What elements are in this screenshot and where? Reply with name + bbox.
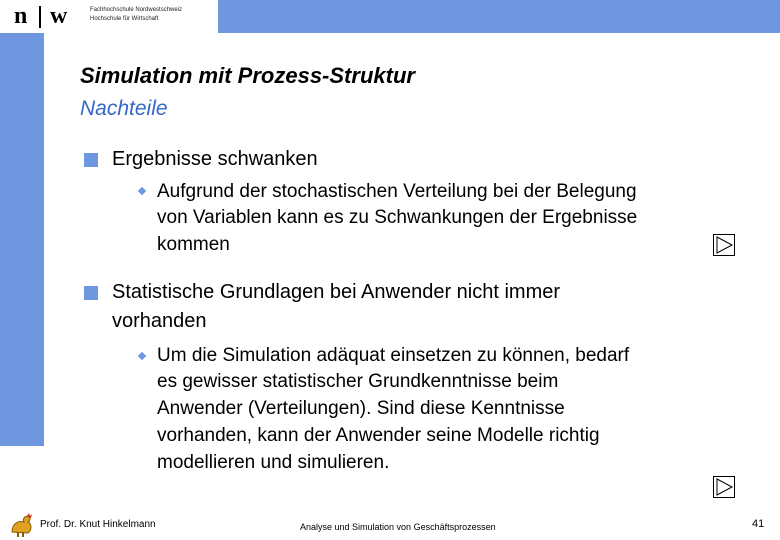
page-number: 41 xyxy=(752,518,765,530)
footer-course: Analyse und Simulation von Geschäftsprozessen xyxy=(300,522,496,532)
logo-letter-w: w xyxy=(50,3,68,29)
play-button[interactable] xyxy=(713,476,735,498)
play-button[interactable] xyxy=(713,234,735,256)
bullet-2-sub-line-4: vorhanden, kann der Anwender seine Modelle richtig xyxy=(157,425,600,446)
bullet-1-sub-line-1: Aufgrund der stochastischen Verteilung bei der Belegung xyxy=(157,181,637,202)
logo-text xyxy=(90,6,182,24)
sidebar-bar xyxy=(0,33,44,446)
sub-bullet-diamond-icon xyxy=(138,187,146,195)
bullet-2-text-line-2: vorhanden xyxy=(112,310,207,332)
header-bar xyxy=(218,0,780,33)
slide-title: Simulation mit Prozess-Struktur xyxy=(80,63,415,88)
logo-line-1: Fachhochschule Nordwestschweiz xyxy=(90,7,183,13)
bullet-2-sub-line-5: modellieren und simulieren. xyxy=(157,452,390,473)
footer-author: Prof. Dr. Knut Hinkelmann xyxy=(40,519,156,530)
fhnw-logo xyxy=(14,2,214,30)
rooster-icon xyxy=(8,512,36,538)
bullet-square-icon xyxy=(84,153,98,167)
sub-bullet-diamond-icon xyxy=(138,352,146,360)
logo-divider xyxy=(39,6,41,28)
bullet-square-icon xyxy=(84,286,98,300)
slide-subtitle: Nachteile xyxy=(80,97,168,120)
bullet-1-sub-line-2: von Variablen kann es zu Schwankungen der Ergebnisse xyxy=(157,207,638,228)
play-icon xyxy=(714,477,734,497)
bullet-1-text: Ergebnisse schwanken xyxy=(112,148,318,170)
logo-letter-n: n xyxy=(14,3,28,29)
bullet-2-sub-line-1: Um die Simulation adäquat einsetzen zu können, bedarf xyxy=(157,345,630,366)
play-icon xyxy=(714,235,734,255)
logo-line-2: Hochschule für Wirtschaft xyxy=(90,16,159,22)
bullet-2-text-line-1: Statistische Grundlagen bei Anwender nicht immer xyxy=(112,281,561,303)
bullet-2-sub-line-3: Anwender (Verteilungen). Sind diese Kenntnisse xyxy=(157,398,565,419)
bullet-1-sub-line-3: kommen xyxy=(157,234,230,255)
bullet-2-sub-line-2: es gewisser statistischer Grundkenntnisse beim xyxy=(157,371,559,392)
